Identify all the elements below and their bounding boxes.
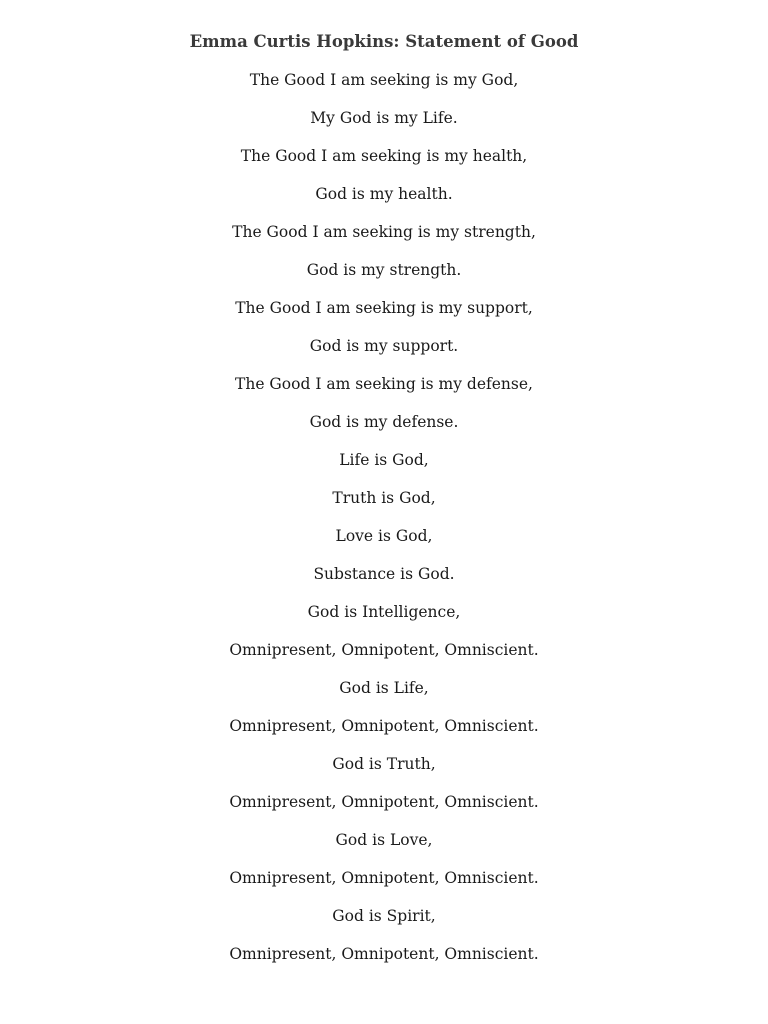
- statement-line: Omnipresent, Omnipotent, Omniscient.: [229, 945, 539, 963]
- statement-line: The Good I am seeking is my defense,: [235, 375, 533, 393]
- statement-line: Truth is God,: [332, 489, 436, 507]
- statement-line: Omnipresent, Omnipotent, Omniscient.: [229, 717, 539, 735]
- statement-line: God is my health.: [315, 185, 453, 203]
- statement-line: God is my strength.: [306, 261, 462, 279]
- statement-line: God is Love,: [335, 831, 433, 849]
- statement-line: The Good I am seeking is my support,: [235, 299, 533, 317]
- statement-line: Life is God,: [339, 451, 429, 469]
- statement-line: The Good I am seeking is my health,: [240, 147, 528, 165]
- statement-line: Omnipresent, Omnipotent, Omniscient.: [229, 641, 539, 659]
- statement-line: God is Intelligence,: [307, 603, 461, 621]
- statement-line: Substance is God.: [313, 565, 455, 583]
- statement-line: God is Spirit,: [332, 907, 436, 925]
- statement-line: Love is God,: [335, 527, 433, 545]
- statement-line: God is my support.: [309, 337, 459, 355]
- statement-line: The Good I am seeking is my God,: [249, 71, 519, 89]
- statement-line: Omnipresent, Omnipotent, Omniscient.: [229, 793, 539, 811]
- statement-line: God is Life,: [339, 679, 429, 697]
- statement-line: Omnipresent, Omnipotent, Omniscient.: [229, 869, 539, 887]
- statement-line: My God is my Life.: [310, 109, 458, 127]
- document-title: Emma Curtis Hopkins: Statement of Good: [189, 32, 579, 51]
- statement-line: God is my defense.: [309, 413, 459, 431]
- statement-line: God is Truth,: [332, 755, 436, 773]
- statement-lines: [0, 68, 768, 980]
- statement-line: The Good I am seeking is my strength,: [232, 223, 536, 241]
